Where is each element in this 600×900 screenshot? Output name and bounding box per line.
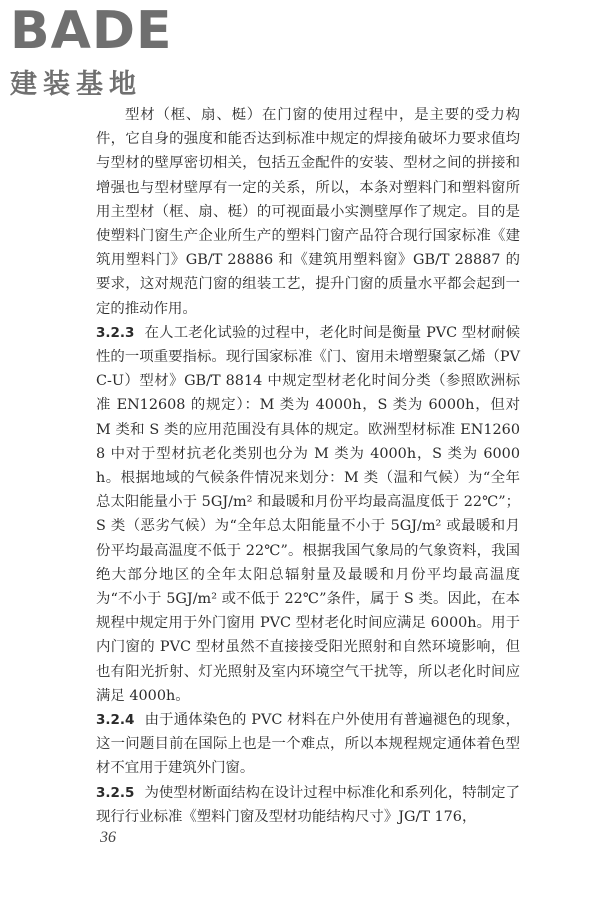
bade-logo <box>10 1 180 101</box>
clause-3-2-5 <box>96 781 520 829</box>
clause-number: 3.2.3 <box>96 324 135 341</box>
logo-wordmark: BADE <box>10 1 173 61</box>
clause-3-2-3 <box>96 321 520 708</box>
clause-text: 为使型材断面结构在设计过程中标准化和系列化，特制定了现行行业标准《塑料门窗及型材功能结构尺寸》JG/T 176， <box>96 784 520 825</box>
clause-text: 在人工老化试验的过程中，老化时间是衡量 PVC 型材耐候性的一项重要指标。现行国家标准《门、窗用未增塑聚氯乙烯（PVC-U）型材》GB/T 8814 中规定型材老化时间分类（参照欧洲标准 EN12608 的规定）：M 类为 4000h，S 类为 6000h，但对 M 类和 S 类的应用范围没有具体的规定。欧洲型材标准 EN12608 中对于型材抗老化类别也分为 M 类为 4000h，S 类为 6000h。根据地域的气候条件情况来划分：M 类（温和气候）为“全年总太阳能量小于 5GJ/m² 和最暖和月份平均最高温度低于 22℃”；S 类（恶劣气候）为“全年总太阳能量不小于 5GJ/m² 或最暖和月份平均最高温度不低于 22℃”。根据我国气象局的气象资料，我国绝大部分地区的全年太阳总辐射量及最暖和月份平均最高温度为“不小于 5GJ/m² 或不低于 22℃”条件，属于 S 类。因此，在本规程中规定用于外门窗用 PVC 型材老化时间应满足 6000h。用于内门窗的 PVC 型材虽然不直接接受阳光照射和自然环境影响，但也有阳光折射、灯光照射及室内环境空气干扰等，所以老化时间应满足 4000h。 <box>96 324 520 704</box>
clause-text: 由于通体染色的 PVC 材料在户外使用有普遍褪色的现象，这一问题目前在国际上也是一个难点，所以本规程规定通体着色型材不宜用于建筑外门窗。 <box>96 712 520 777</box>
paragraph-text: 型材（框、扇、梃）在门窗的使用过程中，是主要的受力构件，它自身的强度和能否达到标准中规定的焊接角破坏力要求值均与型材的壁厚密切相关，包括五金配件的安装、型材之间的拼接和增强也与型材壁厚有一定的关系，所以，本条对塑料门和塑料窗所用主型材（框、扇、梃）的可视面最小实测壁厚作了规定。目的是使塑料门窗生产企业所生产的塑料门窗产品符合现行国家标准《建筑用塑料门》GB/T 28886 和《建筑用塑料窗》GB/T 28887 的要求，这对规范门窗的组装工艺，提升门窗的质量水平都会起到一定的推动作用。 <box>96 107 520 317</box>
logo-subtitle: 建装基地 <box>10 69 142 100</box>
clause-number: 3.2.4 <box>96 712 135 729</box>
clause-number: 3.2.5 <box>96 784 135 801</box>
paragraph-continued <box>96 103 520 321</box>
page-number: 36 <box>100 829 116 846</box>
clause-3-2-4 <box>96 708 520 781</box>
document-body <box>96 103 520 829</box>
